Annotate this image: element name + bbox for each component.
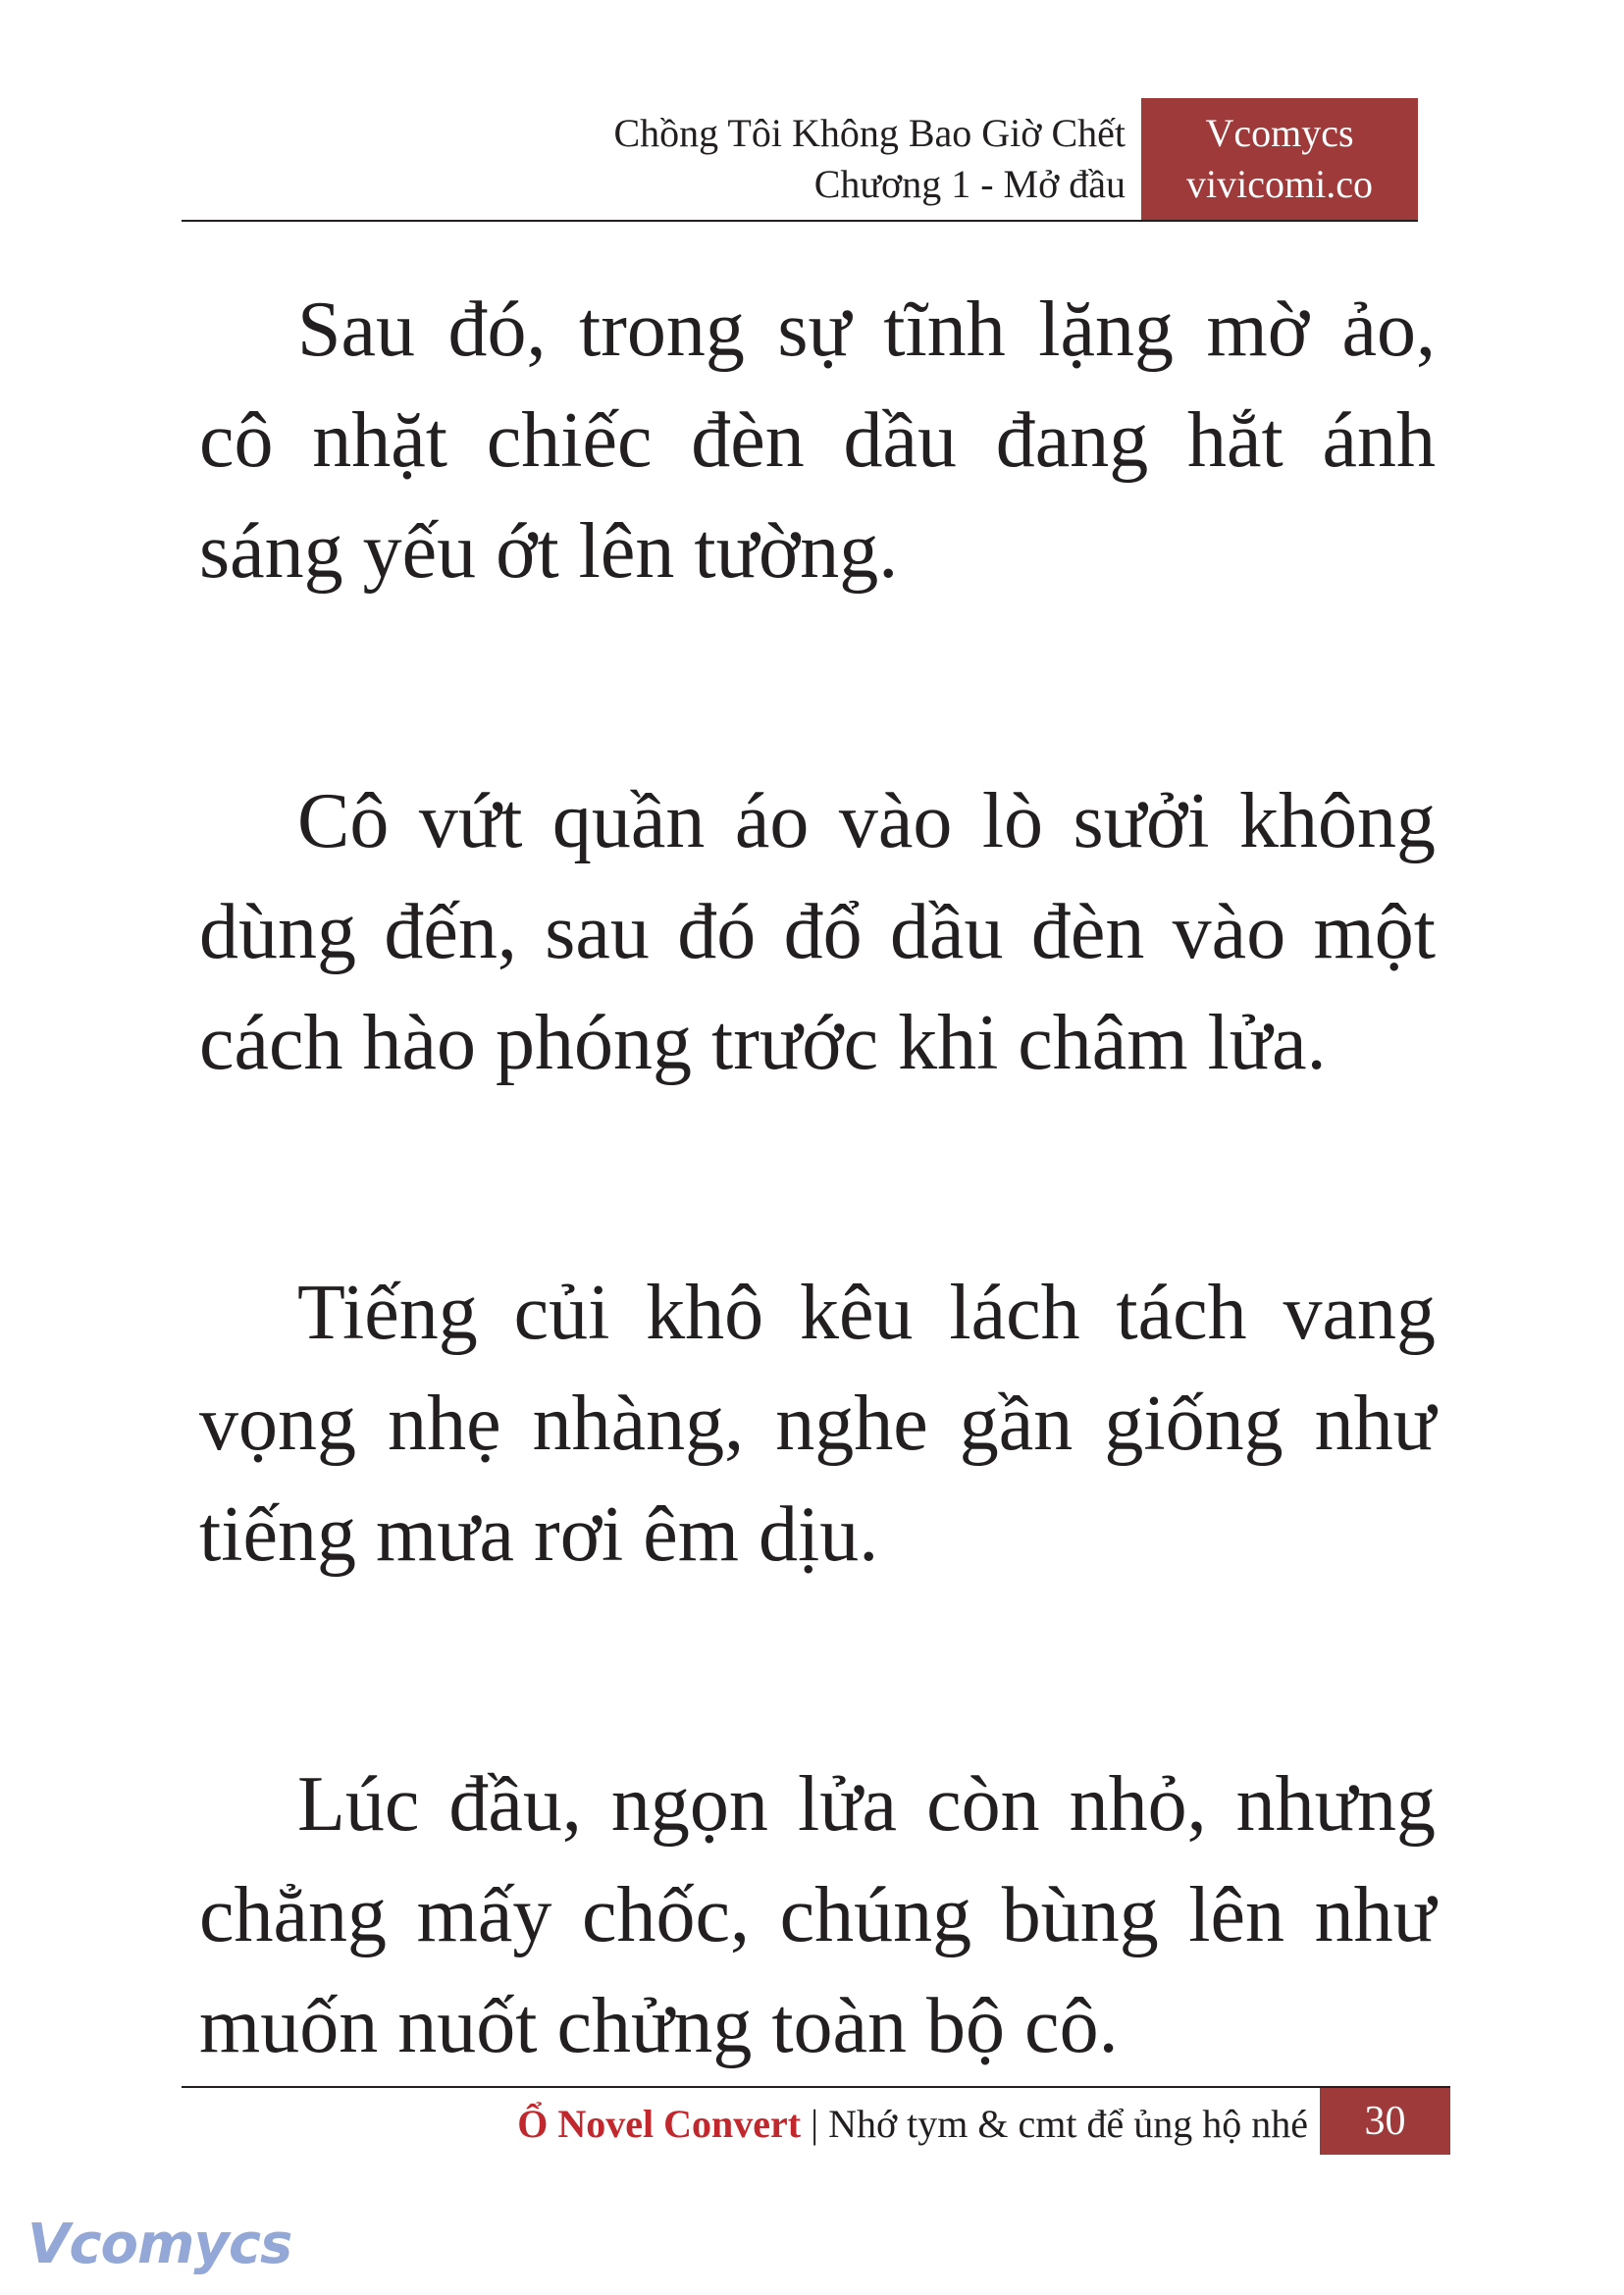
page-header [182,98,1418,220]
paragraph: Tiếng củi khô kêu lách tách vang vọng nhẹ nhàng, nghe gần giống như tiếng mưa rơi êm dịu. [199,1270,1436,1578]
footer-message: Nhớ tym & cmt để ủng hộ nhé [828,2102,1308,2146]
footer-separator: | [801,2102,829,2146]
paragraph: Lúc đầu, ngọn lửa còn nhỏ, nhưng chẳng mấy chốc, chúng bùng lên như muốn nuốt chửng toàn bộ cô. [199,1761,1436,2069]
page-footer [517,2098,1308,2151]
brand-name: Vcomycs [1205,111,1354,155]
book-title: Chồng Tôi Không Bao Giờ Chết [613,111,1126,155]
page-number: 30 [1320,2088,1450,2155]
paragraph: Cô vứt quần áo vào lò sưởi không dùng đến, sau đó đổ dầu đèn vào một cách hào phóng trước khi châm lửa. [199,778,1436,1086]
header-titles [613,108,1126,210]
header-brand-box [1141,98,1418,220]
paragraph: Sau đó, trong sự tĩnh lặng mờ ảo, cô nhặt chiếc đèn dầu đang hắt ánh sáng yếu ớt lên tường. [199,287,1436,595]
watermark-logo: Vcomycs [27,2213,292,2276]
footer-brand: Ổ Novel Convert [517,2102,802,2146]
brand-site: vivicomi.co [1186,162,1373,206]
page-content [199,275,1436,2241]
footer-divider [182,2086,1450,2088]
header-divider [182,220,1418,222]
chapter-title: Chương 1 - Mở đầu [813,162,1126,206]
